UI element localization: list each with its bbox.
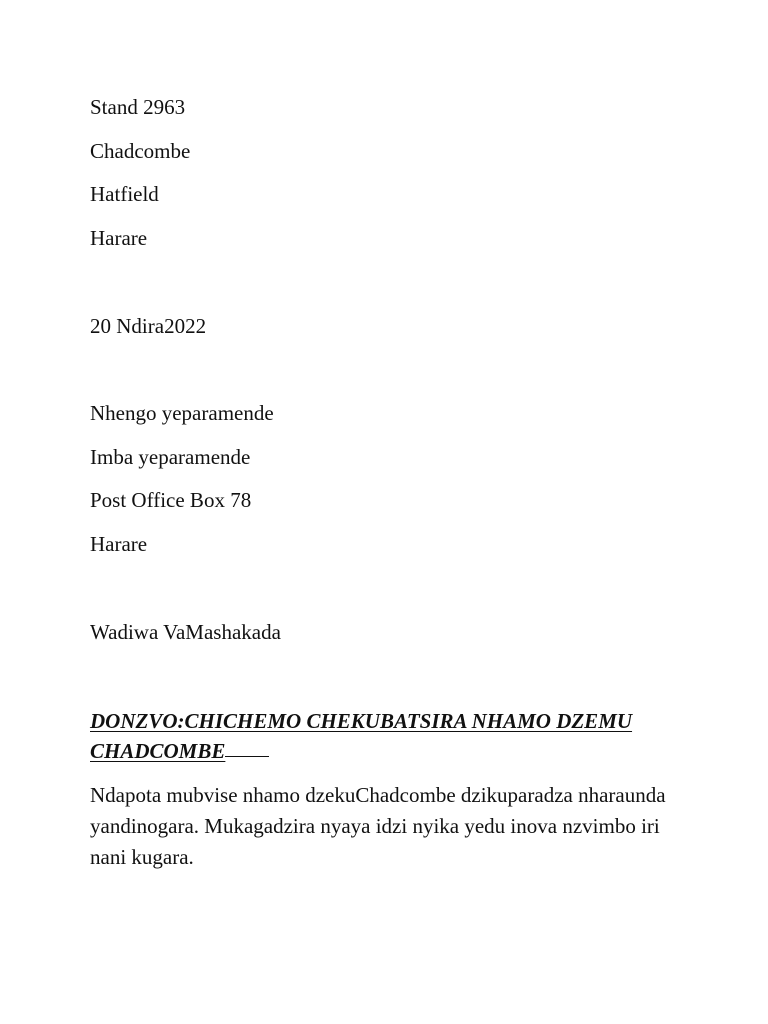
subject-underline-tail (225, 755, 269, 757)
salutation: Wadiwa VaMashakada (90, 620, 281, 644)
letter-date: 20 Ndira2022 (90, 314, 207, 338)
recipient-address-line-3: Post Office Box 78 (90, 488, 252, 512)
recipient-address-line-2: Imba yeparamende (90, 445, 251, 469)
sender-address-line-2: Chadcombe (90, 139, 191, 163)
sender-address-line-4: Harare (90, 226, 148, 250)
letter-body: Ndapota mubvise nhamo dzekuChadcombe dzikuparadza nharaunda yandinogara. Mukagadzira nyaya idzi nyika yedu inova nzvimbo iri nani kugara. (90, 783, 666, 869)
subject-heading (90, 706, 690, 766)
sender-address-line-3: Hatfield (90, 182, 159, 206)
sender-address-line-1: Stand 2963 (90, 95, 186, 119)
recipient-address-line-1: Nhengo yeparamende (90, 401, 274, 425)
recipient-address-line-4: Harare (90, 532, 148, 556)
subject-text: DONZVO:CHICHEMO CHEKUBATSIRA NHAMO DZEMU CHADCOMBE (90, 709, 633, 763)
